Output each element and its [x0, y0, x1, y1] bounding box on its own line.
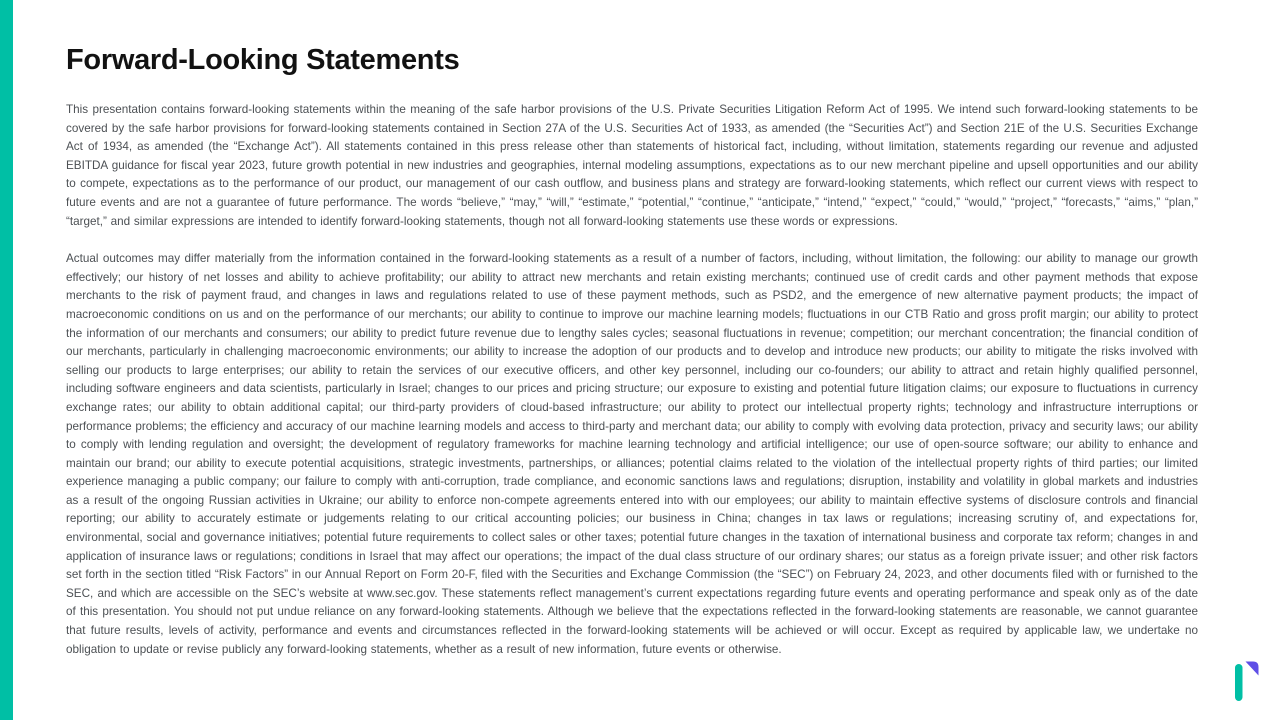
logo-stem [1235, 664, 1243, 701]
riskified-logo-icon [1235, 661, 1259, 701]
left-accent-bar [0, 0, 13, 720]
slide-content [66, 44, 1198, 678]
forward-looking-paragraph-2: Actual outcomes may differ materially from the information contained in the forward-looking statements as a result of a number of factors, including, without limitation, the following: our ability to manage our growth effectively; our history of net losses and ability to achieve profitability; our ability to attract new merchants and retain existing merchants; continued use of credit cards and other payment methods that expose merchants to the risk of payment fraud, and changes in laws and regulations related to use of these payment methods, such as PSD2, and the emergence of new alternative payment products; the impact of macroeconomic conditions on us and on the performance of our merchants; our ability to continue to improve our machine learning models; fluctuations in our CTB Ratio and gross profit margin; our ability to protect the information of our merchants and consumers; our ability to predict future revenue due to lengthy sales cycles; seasonal fluctuations in revenue; competition; our merchant concentration; the financial condition of our merchants, particularly in challenging macroeconomic environments; our ability to increase the adoption of our products and to develop and introduce new products; our ability to mitigate the risks involved with selling our products to large enterprises; our ability to retain the services of our executive officers, and other key personnel, including our co-founders; our ability to attract and retain highly qualified personnel, including software engineers and data scientists, particularly in Israel; changes to our prices and pricing structure; our exposure to existing and potential future litigation claims; our exposure to fluctuations in currency exchange rates; our ability to obtain additional capital; our third-party providers of cloud-based infrastructure; our ability to protect our intellectual property rights; technology and infrastructure interruptions or performance problems; the efficiency and accuracy of our machine learning models and access to third-party and merchant data; our ability to comply with evolving data protection, privacy and security laws; our ability to comply with lending regulation and oversight; the development of regulatory frameworks for machine learning technology and artificial intelligence; our use of open-source software; our ability to enhance and maintain our brand; our ability to execute potential acquisitions, strategic investments, partnerships, or alliances; potential claims related to the violation of the intellectual property rights of third parties; our limited experience managing a public company; our failure to comply with anti-corruption, trade compliance, and economic sanctions laws and regulations; disruption, instability and volatility in global markets and industries as a result of the ongoing Russian activities in Ukraine; our ability to enforce non-compete agreements entered into with our employees; our ability to maintain effective systems of disclosure controls and financial reporting; our ability to accurately estimate or judgements relating to our critical accounting policies; our business in China; changes in tax laws or regulations; increasing scrutiny of, and expectations for, environmental, social and governance initiatives; potential future requirements to collect sales or other taxes; potential future changes in the taxation of international business and corporate tax reform; changes in and application of insurance laws or regulations; conditions in Israel that may affect our operations; the impact of the dual class structure of our ordinary shares; our status as a foreign private issuer; and other risk factors set forth in the section titled “Risk Factors” in our Annual Report on Form 20-F, filed with the Securities and Exchange Commission (the “SEC”) on February 24, 2023, and other documents filed with or furnished to the SEC, and which are accessible on the SEC’s website at www.sec.gov. These statements reflect management’s current expectations regarding future events and operating performance and speak only as of the date of this presentation. You should not put undue reliance on any forward-looking statements. Although we believe that the expectations reflected in the forward-looking statements are reasonable, we cannot guarantee that future results, levels of activity, performance and events and circumstances reflected in the forward-looking statements will be achieved or will occur. Except as required by applicable law, we undertake no obligation to update or revise publicly any forward-looking statements, whether as a result of new information, future events or otherwise. [66, 252, 1198, 656]
slide-title: Forward-Looking Statements [66, 44, 460, 76]
logo-flag [1246, 662, 1259, 676]
forward-looking-paragraph-1: This presentation contains forward-looking statements within the meaning of the safe harbor provisions of the U.S. Private Securities Litigation Reform Act of 1995. We intend such forward-looking statements to be covered by the safe harbor provisions for forward-looking statements contained in Section 27A of the U.S. Securities Act of 1933, as amended (the “Securities Act”) and Section 21E of the U.S. Securities Exchange Act of 1934, as amended (the “Exchange Act”). All statements contained in this press release other than statements of historical fact, including, without limitation, statements regarding our revenue and adjusted EBITDA guidance for fiscal year 2023, future growth potential in new industries and geographies, internal modeling assumptions, expectations as to our new merchant pipeline and upsell opportunities and our ability to compete, expectations as to the performance of our product, our management of our cash outflow, and business plans and strategy are forward-looking statements, which reflect our current views with respect to future events and are not a guarantee of future performance. The words “believe,” “may,” “will,” “estimate,” “potential,” “continue,” “anticipate,” “intend,” “expect,” “could,” “would,” “project,” “forecasts,” “aims,” “plan,” “target,” and similar expressions are intended to identify forward-looking statements, though not all forward-looking statements use these words or expressions. [66, 103, 1198, 228]
